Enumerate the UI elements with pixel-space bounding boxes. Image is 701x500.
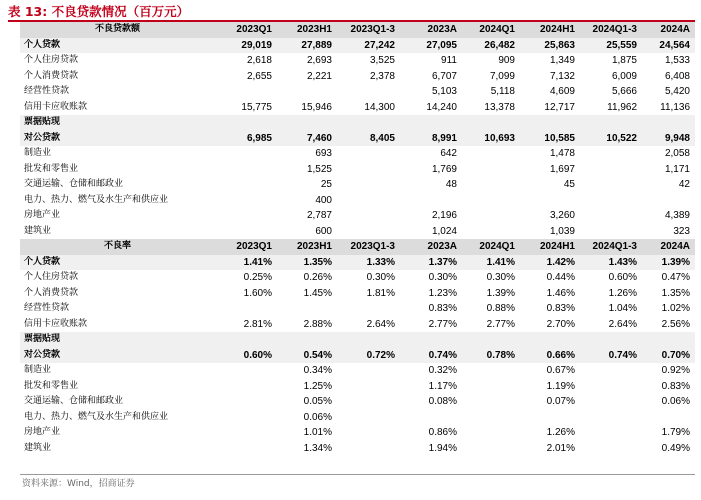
column-header: 2023Q1 — [216, 239, 277, 255]
table-cell — [580, 394, 642, 410]
table-cell: 13,378 — [484, 101, 515, 113]
table-cell: 693 — [315, 148, 332, 159]
table-cell: 2.64% — [608, 318, 637, 330]
table-cell: 2.70% — [546, 318, 575, 330]
table-cell: 0.30% — [428, 272, 457, 283]
header-row — [20, 239, 695, 255]
table-cell: 1.34% — [303, 442, 332, 454]
table-cell: 0.54% — [277, 348, 337, 364]
table-cell — [580, 379, 642, 395]
table-cell: 2,221 — [306, 70, 332, 82]
table-cell — [337, 146, 400, 162]
column-header: 2024A — [642, 22, 695, 38]
table-row — [20, 69, 695, 85]
table-cell: 1.33% — [337, 255, 400, 271]
column-header: 2023Q1-3 — [337, 239, 400, 255]
table-cell: 0.30% — [366, 272, 395, 283]
table-cell — [580, 332, 642, 348]
table-cell — [520, 115, 580, 131]
table-cell — [337, 410, 400, 426]
header-row — [20, 22, 695, 38]
table-cell: 1.26% — [608, 287, 637, 299]
table-row — [20, 317, 695, 333]
table-cell: 27,095 — [400, 38, 462, 54]
table-row — [20, 255, 695, 271]
column-header: 2024A — [642, 239, 695, 255]
table-cell: 911 — [441, 55, 457, 66]
table-cell: 1,349 — [549, 55, 575, 66]
table-cell — [277, 332, 337, 348]
table-cell — [462, 177, 520, 193]
table-cell: 10,585 — [520, 131, 580, 147]
table-cell: 2,655 — [246, 70, 272, 82]
column-header: 2024Q1-3 — [580, 22, 642, 38]
table-cell — [580, 425, 642, 441]
table-row — [20, 177, 695, 193]
table-cell: 2,618 — [246, 55, 272, 66]
table-row — [20, 286, 695, 302]
table-cell — [216, 394, 277, 410]
table-cell — [216, 379, 277, 395]
table-cell: 1.41% — [216, 255, 277, 271]
table-cell — [216, 363, 277, 379]
row-label: 经营性贷款 — [24, 303, 70, 313]
column-header: 2023A — [400, 239, 462, 255]
table-cell: 1.60% — [243, 287, 272, 299]
table-title: 表 13: 不良贷款情况（百万元） — [8, 4, 190, 19]
row-label: 个人住房贷款 — [24, 55, 79, 65]
table-cell: 25 — [320, 179, 332, 190]
table-cell: 0.83% — [546, 303, 575, 314]
table-cell: 1.19% — [546, 380, 575, 392]
table-cell: 600 — [315, 225, 332, 237]
table-cell — [216, 301, 277, 317]
row-label: 建筑业 — [24, 225, 52, 236]
table-row — [20, 332, 695, 348]
table-cell: 0.26% — [303, 272, 332, 283]
table-cell: 11,962 — [607, 101, 637, 113]
table-cell — [580, 224, 642, 240]
table-cell: 1,875 — [611, 55, 637, 66]
table-cell — [462, 425, 520, 441]
table-cell: 27,242 — [337, 38, 400, 54]
table-cell — [216, 441, 277, 457]
column-header: 2024H1 — [520, 22, 580, 38]
table-cell — [216, 162, 277, 178]
table-cell — [337, 332, 400, 348]
table-cell — [400, 115, 462, 131]
table-cell: 3,260 — [549, 210, 575, 221]
table-cell: 2.77% — [486, 318, 515, 330]
table-cell: 1.45% — [303, 287, 332, 299]
table-cell: 27,889 — [277, 38, 337, 54]
table-cell: 0.60% — [216, 348, 277, 364]
table-cell: 26,482 — [462, 38, 520, 54]
table-cell — [462, 208, 520, 224]
table-cell: 45 — [563, 179, 575, 190]
table-cell: 0.06% — [303, 411, 332, 423]
table-cell — [400, 410, 462, 426]
table-cell: 0.74% — [580, 348, 642, 364]
row-label: 不良贷款额 — [20, 22, 216, 38]
table-cell: 0.66% — [520, 348, 580, 364]
table-row — [20, 301, 695, 317]
table-cell: 0.74% — [400, 348, 462, 364]
table-cell: 1.79% — [661, 427, 690, 438]
table-cell — [337, 363, 400, 379]
row-label: 个人消费贷款 — [24, 70, 79, 81]
table-cell — [337, 394, 400, 410]
row-label: 房地产业 — [24, 427, 61, 437]
table-cell: 0.60% — [608, 272, 637, 283]
table-cell — [216, 115, 277, 131]
table-cell: 10,693 — [462, 131, 520, 147]
table-cell: 4,609 — [549, 86, 575, 97]
row-label: 个人住房贷款 — [24, 272, 79, 282]
table-cell: 29,019 — [216, 38, 277, 54]
table-cell: 0.08% — [428, 396, 457, 407]
table-cell: 7,132 — [549, 70, 575, 82]
table-cell: 25,863 — [520, 38, 580, 54]
column-header: 2023Q1 — [216, 22, 277, 38]
table-cell: 0.44% — [546, 272, 575, 283]
table-cell — [642, 332, 695, 348]
bottom-divider — [20, 474, 695, 475]
row-label: 批发和零售业 — [24, 163, 79, 174]
table-cell: 1,478 — [549, 148, 575, 159]
table-cell: 1.41% — [462, 255, 520, 271]
table-cell: 0.78% — [462, 348, 520, 364]
row-label: 制造业 — [24, 365, 52, 375]
row-label: 经营性贷款 — [24, 86, 70, 96]
table-cell: 400 — [315, 194, 332, 206]
row-label: 对公贷款 — [20, 131, 216, 147]
table-cell: 0.88% — [486, 303, 515, 314]
table-cell: 5,103 — [431, 86, 457, 97]
row-label: 信用卡应收账款 — [24, 101, 88, 112]
table-row — [20, 270, 695, 286]
table-cell: 0.83% — [428, 303, 457, 314]
table-cell: 5,118 — [490, 86, 515, 97]
row-label: 电力、热力、燃气及水生产和供应业 — [24, 194, 169, 205]
table-cell — [580, 363, 642, 379]
row-label: 制造业 — [24, 148, 52, 158]
table-cell: 2,058 — [664, 148, 690, 159]
table-cell: 14,300 — [364, 101, 395, 113]
row-label: 票据贴现 — [20, 332, 216, 348]
table-cell — [337, 441, 400, 457]
table-cell: 0.30% — [486, 272, 515, 283]
table-cell: 1.39% — [486, 287, 515, 299]
table-cell — [580, 410, 642, 426]
table-cell: 11,136 — [660, 101, 690, 113]
table-cell: 1.26% — [546, 427, 575, 438]
table-cell: 0.07% — [546, 396, 575, 407]
table-cell — [580, 208, 642, 224]
table-cell — [337, 224, 400, 240]
table-cell: 5,666 — [611, 86, 637, 97]
table-cell: 0.72% — [337, 348, 400, 364]
table-row — [20, 131, 695, 147]
table-cell: 2.56% — [661, 318, 690, 330]
column-header: 2023H1 — [277, 22, 337, 38]
table-cell: 0.86% — [428, 427, 457, 438]
row-label: 信用卡应收账款 — [24, 318, 88, 329]
table-cell — [216, 425, 277, 441]
table-cell — [337, 193, 400, 209]
table-cell: 2.77% — [428, 318, 457, 330]
table-cell — [337, 301, 400, 317]
table-cell: 2,196 — [431, 210, 457, 221]
row-label: 不良率 — [20, 239, 216, 255]
table-cell: 9,948 — [642, 131, 695, 147]
table-cell: 2.01% — [546, 442, 575, 454]
table-cell: 2,787 — [306, 210, 332, 221]
table-cell — [642, 193, 695, 209]
table-cell: 42 — [678, 179, 690, 190]
table-cell: 1.01% — [303, 427, 332, 438]
table-cell: 15,946 — [301, 101, 332, 113]
table-row — [20, 363, 695, 379]
table-cell: 0.49% — [661, 442, 690, 454]
row-label: 票据贴现 — [20, 115, 216, 131]
table-cell: 15,775 — [241, 101, 272, 113]
table-cell: 1.94% — [428, 442, 457, 454]
table-cell: 0.70% — [642, 348, 695, 364]
table-cell: 1.35% — [661, 287, 690, 299]
source-note: 资料来源：Wind，招商证券 — [22, 479, 135, 489]
table-cell — [337, 162, 400, 178]
table-row — [20, 162, 695, 178]
table-cell: 1.42% — [520, 255, 580, 271]
table-cell: 1,024 — [431, 225, 457, 237]
table-cell: 1.23% — [428, 287, 457, 299]
row-label: 个人贷款 — [20, 255, 216, 271]
table-cell: 1.43% — [580, 255, 642, 271]
table-row — [20, 410, 695, 426]
row-label: 批发和零售业 — [24, 380, 79, 391]
table-cell — [216, 193, 277, 209]
table-cell: 24,564 — [642, 38, 695, 54]
table-cell — [462, 441, 520, 457]
table-cell: 4,389 — [664, 210, 690, 221]
table-cell — [400, 332, 462, 348]
column-header: 2024H1 — [520, 239, 580, 255]
table-cell: 323 — [673, 225, 690, 237]
table-cell: 1,769 — [431, 163, 457, 175]
table-row — [20, 425, 695, 441]
table-cell — [216, 224, 277, 240]
table-cell — [462, 115, 520, 131]
table-body — [20, 22, 695, 456]
table-cell: 1.37% — [400, 255, 462, 271]
table-cell: 6,009 — [611, 70, 637, 82]
table-cell: 0.83% — [661, 380, 690, 392]
table-row — [20, 146, 695, 162]
table-cell: 2,378 — [369, 70, 395, 82]
table-cell: 0.05% — [303, 396, 332, 407]
table-cell — [337, 84, 400, 100]
table-cell: 1.35% — [277, 255, 337, 271]
table-cell — [400, 193, 462, 209]
table-cell — [462, 363, 520, 379]
column-header: 2023H1 — [277, 239, 337, 255]
row-label: 建筑业 — [24, 442, 52, 453]
column-header: 2023A — [400, 22, 462, 38]
table-cell: 2.64% — [366, 318, 395, 330]
table-cell — [216, 84, 277, 100]
table-row — [20, 379, 695, 395]
table-cell: 1.81% — [366, 287, 395, 299]
table-cell — [580, 177, 642, 193]
table-cell — [216, 332, 277, 348]
table-cell: 1,525 — [306, 163, 332, 175]
table-cell: 1.46% — [546, 287, 575, 299]
table-cell: 0.47% — [661, 272, 690, 283]
table-cell: 1.39% — [642, 255, 695, 271]
table-cell — [277, 301, 337, 317]
table-cell: 12,717 — [544, 101, 575, 113]
table-cell — [520, 332, 580, 348]
table-row — [20, 115, 695, 131]
table-cell — [580, 441, 642, 457]
table-cell — [337, 208, 400, 224]
row-label: 个人贷款 — [20, 38, 216, 54]
table-row — [20, 84, 695, 100]
table-cell: 6,985 — [216, 131, 277, 147]
table-cell: 0.34% — [303, 365, 332, 376]
table-cell — [580, 162, 642, 178]
table-cell — [642, 115, 695, 131]
table-cell: 8,991 — [400, 131, 462, 147]
table-cell: 7,099 — [489, 70, 515, 82]
table-cell — [216, 208, 277, 224]
table-cell: 6,707 — [431, 70, 457, 82]
table-row — [20, 38, 695, 54]
table-cell — [462, 224, 520, 240]
table-cell: 0.67% — [546, 365, 575, 376]
table-cell: 1,697 — [549, 163, 575, 175]
table-cell — [642, 410, 695, 426]
table-cell: 1.04% — [608, 303, 637, 314]
table-row — [20, 441, 695, 457]
row-label: 对公贷款 — [20, 348, 216, 364]
column-header: 2024Q1 — [462, 239, 520, 255]
table-cell — [520, 410, 580, 426]
table-cell — [580, 115, 642, 131]
table-row — [20, 53, 695, 69]
table-cell: 1.25% — [303, 380, 332, 392]
table-cell: 0.92% — [661, 365, 690, 376]
table-cell: 1,171 — [664, 163, 690, 175]
table-cell: 1.17% — [428, 380, 457, 392]
table-cell: 48 — [445, 179, 457, 190]
table-cell: 3,525 — [369, 55, 395, 66]
table-cell — [520, 193, 580, 209]
table-cell — [337, 177, 400, 193]
table-cell — [580, 193, 642, 209]
table-cell: 8,405 — [337, 131, 400, 147]
table-row — [20, 394, 695, 410]
table-cell — [337, 379, 400, 395]
table-cell — [580, 146, 642, 162]
table-cell: 2,693 — [306, 55, 332, 66]
table-cell: 25,559 — [580, 38, 642, 54]
table-cell — [277, 84, 337, 100]
table-row — [20, 224, 695, 240]
table-cell — [462, 394, 520, 410]
table-cell — [216, 410, 277, 426]
table-cell — [216, 146, 277, 162]
table-row — [20, 100, 695, 116]
column-header: 2023Q1-3 — [337, 22, 400, 38]
column-header: 2024Q1-3 — [580, 239, 642, 255]
table-cell — [462, 193, 520, 209]
row-label: 个人消费贷款 — [24, 287, 79, 298]
table-cell: 1.02% — [661, 303, 690, 314]
npl-table — [20, 22, 695, 456]
table-cell: 2.81% — [243, 318, 272, 330]
table-cell — [277, 115, 337, 131]
table-cell: 0.32% — [428, 365, 457, 376]
table-cell — [337, 425, 400, 441]
table-cell: 0.06% — [661, 396, 690, 407]
table-row — [20, 193, 695, 209]
table-cell — [216, 177, 277, 193]
row-label: 房地产业 — [24, 210, 61, 220]
table-cell: 1,533 — [664, 55, 690, 66]
row-label: 交通运输、仓储和邮政业 — [24, 179, 124, 189]
column-header: 2024Q1 — [462, 22, 520, 38]
row-label: 电力、热力、燃气及水生产和供应业 — [24, 411, 169, 422]
table-cell — [462, 162, 520, 178]
table-cell — [462, 410, 520, 426]
table-row — [20, 208, 695, 224]
table-cell — [462, 332, 520, 348]
table-cell: 1,039 — [549, 225, 575, 237]
table-cell: 5,420 — [664, 86, 690, 97]
table-cell — [462, 146, 520, 162]
table-cell: 0.25% — [243, 272, 272, 283]
table-cell: 909 — [498, 55, 515, 66]
table-cell — [462, 379, 520, 395]
table-cell: 14,240 — [426, 101, 457, 113]
table-cell: 6,408 — [664, 70, 690, 82]
table-cell: 10,522 — [580, 131, 642, 147]
table-row — [20, 348, 695, 364]
table-cell: 2.88% — [303, 318, 332, 330]
table-cell: 642 — [440, 148, 457, 159]
table-cell: 7,460 — [277, 131, 337, 147]
table-cell — [337, 115, 400, 131]
row-label: 交通运输、仓储和邮政业 — [24, 396, 124, 406]
